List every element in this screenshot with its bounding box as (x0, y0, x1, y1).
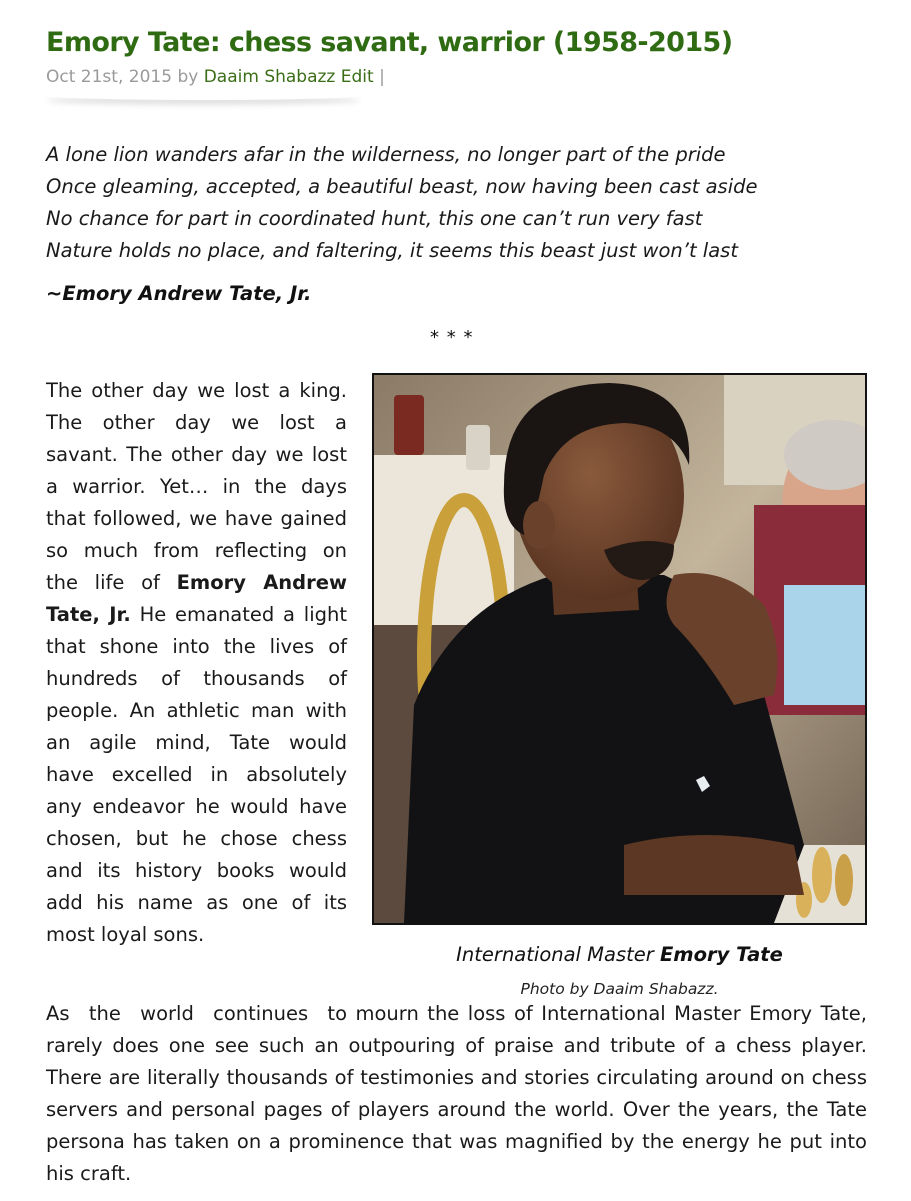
section-separator: * * * (430, 327, 474, 348)
post-title[interactable]: Emory Tate: chess savant, warrior (1958-2015) (46, 27, 733, 58)
post-meta (46, 67, 385, 87)
paragraph-intro-text-rest: He emanated a light that shone into the lives of hundreds of thousands of people. An athletic man with an agile mind, Tate would have excelled in absolutely any endeavor he would have chosen, but he chose chess and its history books would add his name as one of its most loyal sons. (46, 603, 347, 946)
meta-separator: | (379, 67, 385, 87)
poem-line: Once gleaming, accepted, a beautiful beast, now having been cast aside (46, 175, 758, 198)
paragraph-intro-text: The other day we lost a king. The other day we lost a savant. The other day we lost a warrior. Yet… in the days that followed, we have gained so much from reflecting on the life of (46, 379, 347, 594)
paragraph-mourn-first-line: As the world continues to (46, 1002, 347, 1025)
photo-illustration (374, 375, 865, 923)
author-link[interactable]: Daaim Shabazz (203, 67, 336, 87)
photo-credit: Photo by Daaim Shabazz. (520, 980, 719, 998)
post-date: Oct 21st, 2015 (46, 67, 173, 87)
poem-line: A lone lion wanders afar in the wilderness, no longer part of the pride (46, 143, 726, 166)
post-by: by (177, 67, 199, 87)
paragraph-mourn-text: mourn the loss of International Master Emory Tate, rarely does one see such an outpouring of praise and tribute of a chess player. There are literally thousands of testimonies and stories circulating around on chess servers and personal pages of players around the world. Over the years, the Tate persona has taken on a prominence that was magnified by the energy he put into his craft. (46, 1002, 868, 1185)
paragraph-intro-bold-name: Emory Andrew Tate, Jr. (46, 571, 347, 626)
photo-caption (372, 943, 867, 966)
poem-signature: ~Emory Andrew Tate, Jr. (46, 282, 312, 305)
poem-line: Nature holds no place, and faltering, it seems this beast just won’t last (46, 239, 738, 262)
caption-prefix: International Master (456, 943, 654, 966)
poem-block (46, 139, 758, 267)
photo-emory-tate (372, 373, 867, 925)
caption-name: Emory Tate (659, 943, 783, 966)
paragraph-mourn (46, 998, 867, 1190)
meta-divider-shadow (46, 91, 361, 100)
edit-link[interactable]: Edit (340, 67, 374, 87)
poem-line: No chance for part in coordinated hunt, this one can’t run very fast (46, 207, 703, 230)
paragraph-intro (46, 375, 347, 951)
